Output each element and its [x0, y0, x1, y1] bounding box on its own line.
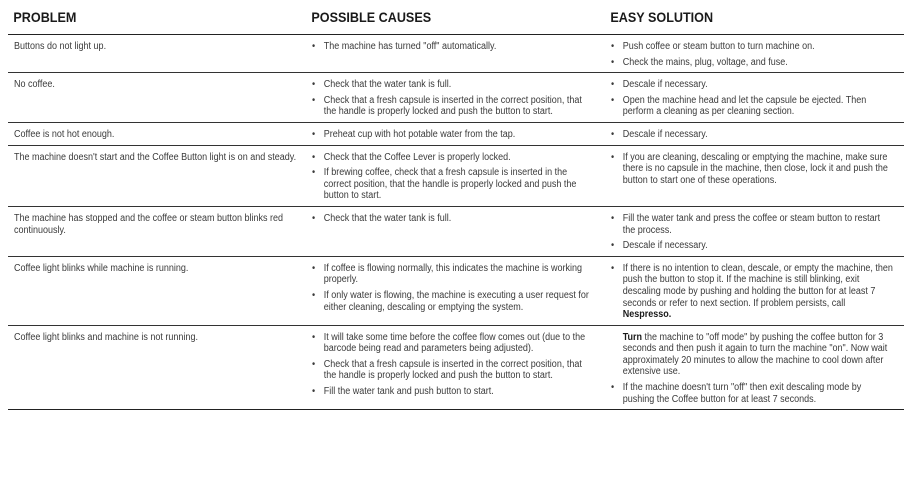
item-text: The machine has turned "off" automatically. [323, 41, 497, 52]
list-item [312, 263, 596, 286]
bullet-icon: • [312, 79, 316, 91]
item-text: Push coffee or steam button to turn machine on. [622, 41, 815, 52]
causes-cell [306, 35, 605, 73]
bullet-icon: • [312, 128, 316, 140]
problem-cell [8, 145, 306, 206]
causes-list [312, 263, 596, 313]
list-item [611, 382, 895, 405]
bullet-icon: • [312, 212, 316, 224]
item-text: If you are cleaning, descaling or emptying the machine, make sure there is no capsule in the machine, then close, lock it and push the button to start one of these operations. [622, 151, 888, 186]
problem-cell [8, 325, 306, 410]
table-row [8, 325, 904, 410]
bullet-icon: • [611, 128, 615, 140]
solutions-cell [605, 73, 904, 123]
causes-cell [306, 206, 605, 256]
solutions-cell [605, 256, 904, 325]
causes-cell [306, 145, 605, 206]
causes-cell [306, 122, 605, 145]
list-item [611, 129, 895, 141]
causes-list [312, 79, 596, 118]
problem-cell [8, 73, 306, 123]
causes-list [312, 41, 596, 53]
header-problem: PROBLEM [8, 0, 276, 35]
solutions-list [611, 152, 895, 187]
item-text: If the machine doesn't turn "off" then exit descaling mode by pushing the Coffee button for at least 7 seconds. [622, 382, 862, 405]
list-item [312, 386, 596, 398]
list-item [611, 152, 895, 187]
problem-text: The machine has stopped and the coffee or steam button blinks red continuously. [14, 212, 284, 236]
bullet-icon: • [312, 151, 316, 163]
causes-cell [306, 325, 605, 410]
table-row [8, 256, 904, 325]
item-text: Check the mains, plug, voltage, and fuse. [622, 56, 788, 68]
list-item [312, 290, 596, 313]
header-row [8, 0, 904, 35]
problem-text: Coffee light blinks while machine is running. [14, 262, 189, 274]
bullet-icon: • [611, 94, 615, 106]
list-item [611, 57, 895, 69]
item-text: Check that a fresh capsule is inserted in the correct position, that the handle is properly locked and push the button to start. [323, 358, 582, 382]
header-easy-solution: EASY SOLUTION [605, 0, 874, 35]
list-item [611, 79, 895, 91]
list-item [611, 95, 895, 118]
bullet-icon: • [611, 212, 615, 224]
item-text: It will take some time before the coffee flow comes out (due to the barcode being read and parameters being adjusted). [323, 331, 586, 355]
solutions-cell [605, 325, 904, 410]
bold-prefix: Turn [622, 331, 643, 343]
bullet-icon: • [611, 79, 615, 91]
causes-list [312, 129, 596, 141]
problem-text: Buttons do not light up. [14, 41, 107, 52]
table-row [8, 35, 904, 73]
item-text: Open the machine head and let the capsule be ejected. Then perform a cleaning as per cleaning section. [622, 94, 867, 118]
bullet-icon: • [312, 331, 316, 343]
item-text: Descale if necessary. [622, 79, 708, 91]
solutions-list [611, 332, 895, 406]
list-item [611, 263, 895, 321]
item-text: If brewing coffee, check that a fresh capsule is inserted in the correct position, that the handle is properly locked and push the button to start. [323, 167, 577, 202]
bullet-icon: • [611, 56, 615, 68]
table-row [8, 206, 904, 256]
solutions-cell [605, 206, 904, 256]
problem-cell [8, 35, 306, 73]
problem-cell [8, 206, 306, 256]
list-item [312, 95, 596, 118]
solutions-list [611, 213, 895, 252]
item-text: Preheat cup with hot potable water from the tap. [323, 128, 516, 140]
problem-cell [8, 256, 306, 325]
bullet-icon: • [312, 386, 316, 398]
problem-text: Coffee light blinks and machine is not running. [14, 331, 198, 343]
item-text: the machine to "off mode" by pushing the coffee button for 3 seconds and then push it again to turn the machine "on". Now wait approximately 20 minutes to allow the machine to cool down after extensive use. [622, 331, 888, 378]
bullet-icon: • [611, 240, 615, 252]
solutions-cell [605, 35, 904, 73]
causes-list [312, 152, 596, 202]
causes-list [312, 213, 596, 225]
item-text: Fill the water tank and press the coffee or steam button to restart the process. [622, 212, 881, 236]
problem-text: Coffee is not hot enough. [14, 128, 115, 140]
bullet-icon: • [611, 262, 615, 274]
table-body [8, 35, 904, 410]
list-item [312, 79, 596, 91]
causes-cell [306, 73, 605, 123]
list-item [312, 167, 596, 202]
solutions-list [611, 41, 895, 68]
solutions-list [611, 263, 895, 321]
list-item [611, 213, 895, 236]
solutions-cell [605, 122, 904, 145]
list-item [312, 41, 596, 53]
list-item [312, 332, 596, 355]
list-item [611, 240, 895, 252]
bullet-icon: • [611, 151, 615, 163]
bullet-icon: • [312, 358, 316, 370]
bullet-icon: • [611, 382, 615, 394]
brand-name: Nespresso. [622, 309, 672, 321]
bullet-icon: • [312, 289, 316, 301]
solutions-list [611, 129, 895, 141]
bullet-icon: • [312, 41, 316, 52]
bullet-icon: • [611, 41, 615, 52]
item-text: If only water is flowing, the machine is executing a user request for either cleaning, descaling or emptying the system. [323, 289, 589, 313]
bullet-icon: • [312, 94, 316, 106]
solutions-cell [605, 145, 904, 206]
troubleshooting-table [8, 0, 904, 410]
list-item [611, 41, 895, 53]
table-row [8, 122, 904, 145]
problem-cell [8, 122, 306, 145]
item-text: If coffee is flowing normally, this indicates the machine is working properly. [323, 262, 582, 286]
item-text: Check that the Coffee Lever is properly locked. [323, 151, 511, 163]
list-item [312, 359, 596, 382]
bullet-icon: • [312, 262, 316, 274]
causes-list [312, 332, 596, 398]
causes-cell [306, 256, 605, 325]
list-item [312, 213, 596, 225]
list-item [611, 332, 895, 378]
problem-text: The machine doesn't start and the Coffee Button light is on and steady. [14, 151, 297, 163]
item-text: If there is no intention to clean, descale, or empty the machine, then push the button to stop it. If the machine is still blinking, exit descaling mode by pushing and holding the button for at least 7 seconds or refer to next section. If problem persists, call [622, 262, 893, 309]
table-row [8, 73, 904, 123]
table-row [8, 145, 904, 206]
header-possible-causes: POSSIBLE CAUSES [306, 0, 575, 35]
list-item [312, 129, 596, 141]
problem-text: No coffee. [14, 79, 55, 91]
item-text: Descale if necessary. [622, 128, 708, 140]
item-text: Check that a fresh capsule is inserted in the correct position, that the handle is properly locked and push the button to start. [323, 94, 582, 118]
item-text: Fill the water tank and push button to start. [323, 386, 494, 398]
bullet-icon: • [312, 167, 316, 179]
item-text: Check that the water tank is full. [323, 212, 452, 224]
item-text: Check that the water tank is full. [323, 79, 452, 91]
list-item [312, 152, 596, 164]
item-text: Descale if necessary. [622, 240, 708, 252]
solutions-list [611, 79, 895, 118]
